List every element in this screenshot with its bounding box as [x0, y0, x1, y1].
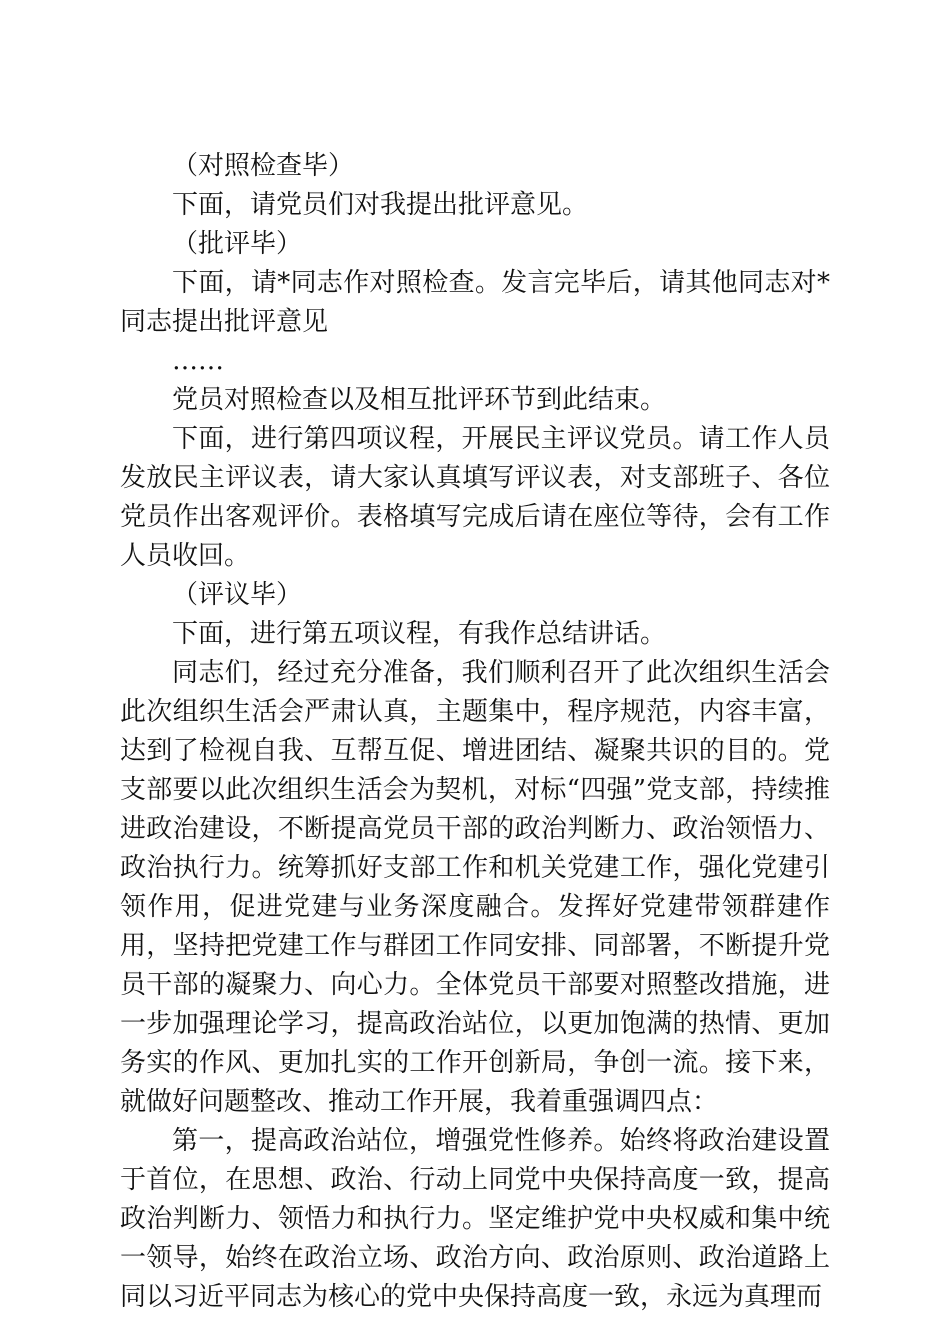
- paragraph: 同志们，经过充分准备，我们顺利召开了此次组织生活会此次组织生活会严肃认真，主题集中，程序规范，内容丰富，达到了检视自我、互帮互促、增进团结、凝聚共识的目的。党支部要以此次组织生活会为契机，对标“四强”党支部，持续推进政治建设，不断提高党员干部的政治判断力、政治领悟力、政治执行力。统筹抓好支部工作和机关党建工作，强化党建引领作用，促进党建与业务深度融合。发挥好党建带领群建作用，坚持把党建工作与群团工作同安排、同部署，不断提升党员干部的凝聚力、向心力。全体党员干部要对照整改措施，进一步加强理论学习，提高政治站位，以更加饱满的热情、更加务实的作风、更加扎实的工作开创新局，争创一流。接下来，就做好问题整改、推动工作开展，我着重强调四点：: [120, 658, 830, 1117]
- paragraph: （评议毕）: [172, 580, 303, 610]
- paragraph: 下面，请党员们对我提出批评意见。: [172, 190, 589, 220]
- paragraph: 第一，提高政治站位，增强党性修养。始终将政治建设置于首位，在思想、政治、行动上同党中央保持高度一致，提高政治判断力、领悟力和执行力。坚定维护党中央权威和集中统一领导，始终在政治立场、政治方向、政治原则、政治道路上同以习近平同志为核心的党中央保持高度一致，永远为真理而: [120, 1126, 830, 1312]
- paragraph: ……: [172, 346, 224, 376]
- paragraph: 下面，进行第四项议程，开展民主评议党员。请工作人员发放民主评议表，请大家认真填写评议表，对支部班子、各位党员作出客观评价。表格填写完成后请在座位等待，会有工作人员收回。: [120, 424, 830, 571]
- paragraph: 下面，进行第五项议程，有我作总结讲话。: [172, 619, 667, 649]
- paragraph: 党员对照检查以及相互批评环节到此结束。: [172, 385, 667, 415]
- document-body: [120, 147, 830, 1317]
- paragraph: （对照检查毕）: [172, 151, 355, 181]
- paragraph: （批评毕）: [172, 229, 303, 259]
- paragraph: 下面，请*同志作对照检查。发言完毕后，请其他同志对*同志提出批评意见: [120, 268, 830, 337]
